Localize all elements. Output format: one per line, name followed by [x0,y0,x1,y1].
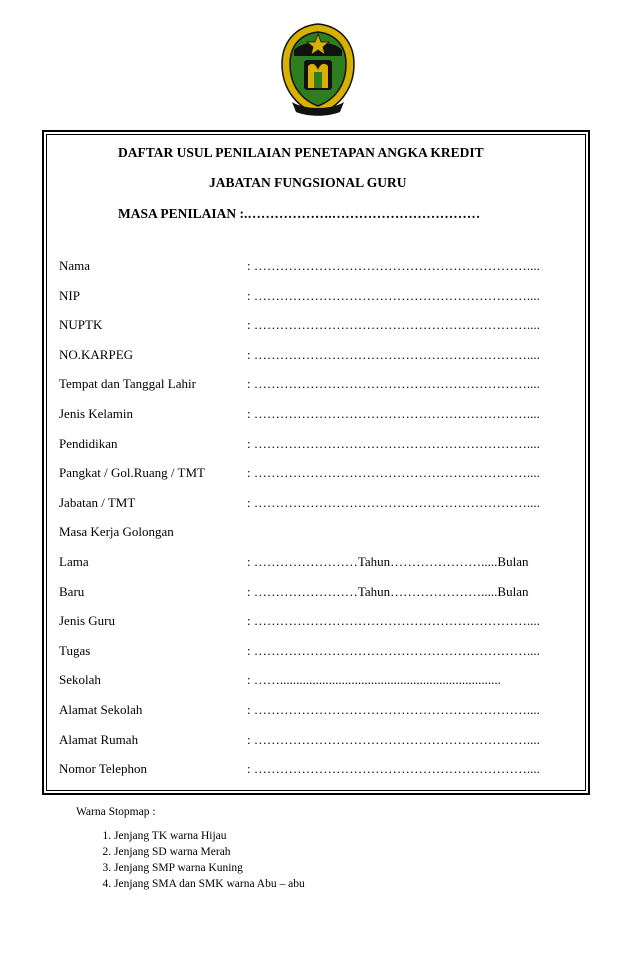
field-label: NUPTK [59,317,103,333]
list-item: 1. Jenjang TK warna Hijau [114,828,305,844]
regional-emblem-icon [278,20,358,118]
form-field-list [59,258,579,791]
field-label: Tugas [59,642,91,658]
field-label: Sekolah [59,672,101,688]
field-label: NO.KARPEG [59,346,134,362]
field-fill-line: : ……………………………………………………….... [247,258,540,273]
field-row-phone [59,761,579,791]
field-label: Nama [59,258,91,273]
list-item: 2. Jenjang SD warna Merah [114,844,305,860]
field-label: Alamat Rumah [59,731,139,747]
field-label: Jenis Guru [59,613,115,629]
field-label: Jenis Kelamin [59,405,134,421]
field-label: Tempat dan Tanggal Lahir [59,376,196,392]
assessment-period-line: MASA PENILAIAN :.……………….…………………………… [118,206,481,221]
field-fill-line: : ……………………………………………………….... [247,731,540,747]
field-label: Masa Kerja Golongan [59,524,174,540]
notes-heading: Warna Stopmap : [76,806,156,818]
field-row-home-address [59,732,579,762]
field-fill-line: : ……………………………………………………….... [247,701,540,717]
field-fill-line: : …….................................................................... [247,672,501,688]
field-label: Lama [59,553,89,569]
field-fill-line: : ……………………………………………………….... [247,642,540,658]
field-row-teacher-type [59,613,579,643]
notes-list [76,828,305,892]
field-fill-line: : ……………………………………………………….... [247,613,540,629]
field-fill-line: : ……………………………………………………….... [247,287,540,303]
field-row-education [59,436,579,466]
field-row-rank [59,465,579,495]
field-label: Nomor Telephon [59,761,148,777]
field-label: Pangkat / Gol.Ruang / TMT [59,465,206,481]
list-item: 4. Jenjang SMA dan SMK warna Abu – abu [114,876,305,892]
field-row-duty [59,643,579,673]
field-row-birth [59,376,579,406]
form-title-line1: DAFTAR USUL PENILAIAN PENETAPAN ANGKA KREDIT [118,145,484,160]
field-fill-line: : ……………………………………………………….... [247,376,540,392]
field-fill-line: : ……………………Tahun………………….....Bulan [247,583,529,599]
field-row-nip [59,288,579,318]
field-label: NIP [59,287,80,303]
field-row-new [59,584,579,614]
field-label: Jabatan / TMT [59,494,136,510]
field-label: Alamat Sekolah [59,701,143,717]
field-fill-line: : ……………………………………………………….... [247,494,540,510]
field-row-school-address [59,702,579,732]
field-fill-line: : ……………………………………………………….... [247,761,540,777]
field-row-old [59,554,579,584]
field-row-nama [59,258,579,288]
field-fill-line: : ……………………………………………………….... [247,435,540,451]
field-fill-line: : ……………………………………………………….... [247,405,540,421]
field-fill-line: : ……………………………………………………….... [247,465,540,481]
field-row-service-period [59,524,579,554]
field-label: Baru [59,583,85,599]
field-row-nuptk [59,317,579,347]
field-label: Pendidikan [59,435,118,451]
field-row-karpeg [59,347,579,377]
field-fill-line: : ……………………………………………………….... [247,346,540,362]
field-fill-line: : ……………………………………………………….... [247,317,540,333]
form-title-line2: JABATAN FUNGSIONAL GURU [209,175,407,190]
list-item: 3. Jenjang SMP warna Kuning [114,860,305,876]
field-row-gender [59,406,579,436]
field-row-position [59,495,579,525]
folder-color-notes [76,806,305,892]
field-fill-line: : ……………………Tahun………………….....Bulan [247,553,529,569]
field-row-school [59,672,579,702]
